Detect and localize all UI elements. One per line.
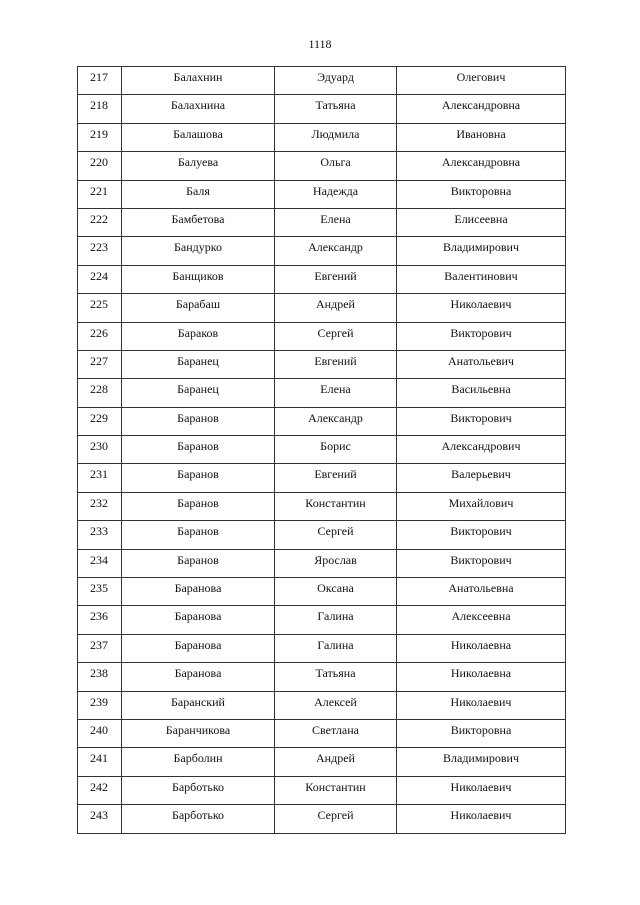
surname-cell-text: Баранец [177,353,219,368]
row-number-cell [78,634,122,662]
row-number-cell [78,237,122,265]
surname-cell-text: Баранов [177,439,219,454]
surname-cell-text: Баранов [177,552,219,567]
patronymic-cell [397,663,566,691]
first-name-cell-text: Константин [305,495,366,510]
first-name-cell-text: Андрей [316,751,355,766]
row-number-cell [78,606,122,634]
patronymic-cell-text: Викторович [450,410,512,425]
first-name-cell-text: Андрей [316,297,355,312]
table-row [78,805,566,833]
row-number-cell [78,208,122,236]
surname-cell-text: Балуева [177,155,219,170]
first-name-cell [275,123,397,151]
table-row [78,776,566,804]
row-number-cell-text: 229 [90,410,108,425]
first-name-cell [275,322,397,350]
row-number-cell [78,805,122,833]
table-row [78,294,566,322]
patronymic-cell-text: Анатольевич [448,353,514,368]
first-name-cell [275,492,397,520]
row-number-cell [78,549,122,577]
first-name-cell [275,634,397,662]
patronymic-cell [397,776,566,804]
surname-cell-text: Барботько [171,779,225,794]
first-name-cell [275,606,397,634]
table-row [78,549,566,577]
row-number-cell [78,776,122,804]
row-number-cell-text: 235 [90,581,108,596]
first-name-cell-text: Алексей [314,694,357,709]
first-name-cell-text: Сергей [317,808,354,823]
patronymic-cell [397,691,566,719]
row-number-cell-text: 226 [90,325,108,340]
row-number-cell [78,663,122,691]
surname-cell [122,237,275,265]
patronymic-cell-text: Николаевич [450,808,512,823]
row-number-cell [78,180,122,208]
first-name-cell [275,549,397,577]
row-number-cell-text: 219 [90,126,108,141]
table-row [78,180,566,208]
first-name-cell-text: Татьяна [315,98,356,113]
patronymic-cell-text: Васильевна [451,382,511,397]
surname-cell [122,549,275,577]
first-name-cell [275,379,397,407]
row-number-cell-text: 224 [90,268,108,283]
row-number-cell-text: 231 [90,467,108,482]
surname-cell [122,95,275,123]
first-name-cell [275,805,397,833]
patronymic-cell [397,719,566,747]
first-name-cell [275,663,397,691]
patronymic-cell [397,180,566,208]
row-number-cell-text: 237 [90,637,108,652]
patronymic-cell [397,606,566,634]
patronymic-cell-text: Алексеевна [451,609,511,624]
row-number-cell [78,578,122,606]
surname-cell [122,606,275,634]
row-number-cell [78,95,122,123]
surname-cell-text: Баля [186,183,210,198]
row-number-cell [78,265,122,293]
page-number: 1118 [308,37,332,51]
patronymic-cell [397,95,566,123]
patronymic-cell-text: Владимирович [443,751,519,766]
row-number-cell [78,350,122,378]
row-number-cell [78,748,122,776]
patronymic-cell [397,152,566,180]
patronymic-cell [397,123,566,151]
row-number-cell-text: 223 [90,240,108,255]
first-name-cell-text: Надежда [312,183,359,198]
patronymic-cell [397,237,566,265]
roster-table [77,66,566,834]
first-name-cell-text: Александр [308,410,363,425]
patronymic-cell [397,492,566,520]
patronymic-cell-text: Викторович [450,552,512,567]
first-name-cell-text: Евгений [314,467,357,482]
patronymic-cell [397,265,566,293]
row-number-cell [78,521,122,549]
surname-cell-text: Балашова [173,126,223,141]
surname-cell [122,123,275,151]
surname-cell [122,464,275,492]
first-name-cell [275,208,397,236]
patronymic-cell [397,436,566,464]
first-name-cell [275,776,397,804]
patronymic-cell-text: Валентинович [444,268,518,283]
table-row [78,407,566,435]
surname-cell-text: Барботько [171,808,225,823]
table-row [78,265,566,293]
surname-cell-text: Баранова [174,666,222,681]
row-number-cell [78,436,122,464]
surname-cell-text: Бандурко [174,240,222,255]
table-row [78,123,566,151]
surname-cell-text: Барболин [173,751,223,766]
patronymic-cell-text: Николаевич [450,779,512,794]
surname-cell-text: Баранов [177,524,219,539]
patronymic-cell-text: Ивановна [456,126,506,141]
first-name-cell-text: Сергей [317,325,354,340]
first-name-cell [275,521,397,549]
patronymic-cell [397,322,566,350]
patronymic-cell [397,805,566,833]
first-name-cell-text: Александр [308,240,363,255]
table-row [78,691,566,719]
roster-table-body [78,67,566,834]
first-name-cell [275,180,397,208]
first-name-cell [275,407,397,435]
patronymic-cell-text: Викторович [450,325,512,340]
surname-cell-text: Баранский [171,694,225,709]
surname-cell-text: Бараков [177,325,219,340]
surname-cell [122,805,275,833]
row-number-cell-text: 238 [90,666,108,681]
patronymic-cell [397,549,566,577]
table-row [78,237,566,265]
surname-cell [122,578,275,606]
patronymic-cell [397,464,566,492]
first-name-cell-text: Константин [305,779,366,794]
surname-cell-text: Банщиков [172,268,224,283]
first-name-cell [275,748,397,776]
patronymic-cell-text: Викторовна [450,722,512,737]
row-number-cell-text: 242 [90,779,108,794]
surname-cell-text: Баранов [177,467,219,482]
patronymic-cell [397,521,566,549]
patronymic-cell-text: Александровна [441,155,521,170]
first-name-cell [275,436,397,464]
surname-cell [122,776,275,804]
patronymic-cell [397,294,566,322]
row-number-cell-text: 220 [90,155,108,170]
surname-cell [122,436,275,464]
table-row [78,748,566,776]
row-number-cell-text: 240 [90,722,108,737]
surname-cell [122,719,275,747]
surname-cell-text: Бамбетова [171,211,225,226]
table-row [78,521,566,549]
row-number-cell-text: 241 [90,751,108,766]
row-number-cell-text: 233 [90,524,108,539]
first-name-cell-text: Галина [317,637,354,652]
first-name-cell-text: Евгений [314,268,357,283]
patronymic-cell [397,634,566,662]
row-number-cell [78,464,122,492]
row-number-cell-text: 232 [90,495,108,510]
patronymic-cell-text: Викторович [450,524,512,539]
first-name-cell-text: Елена [320,211,351,226]
table-row [78,322,566,350]
first-name-cell [275,265,397,293]
surname-cell-text: Баранов [177,495,219,510]
first-name-cell-text: Ярослав [314,552,357,567]
table-row [78,719,566,747]
table-row [78,634,566,662]
row-number-cell-text: 228 [90,382,108,397]
patronymic-cell-text: Александрович [441,439,521,454]
table-row [78,492,566,520]
surname-cell-text: Баранов [177,410,219,425]
row-number-cell [78,691,122,719]
table-row [78,436,566,464]
surname-cell-text: Балахнин [173,70,223,84]
table-row [78,95,566,123]
row-number-cell [78,379,122,407]
patronymic-cell-text: Николаевна [450,666,512,681]
table-row [78,578,566,606]
patronymic-cell-text: Николаевич [450,297,512,312]
row-number-cell [78,322,122,350]
row-number-cell [78,67,122,95]
table-row [78,208,566,236]
surname-cell [122,521,275,549]
table-row [78,152,566,180]
surname-cell [122,294,275,322]
row-number-cell-text: 225 [90,297,108,312]
surname-cell [122,634,275,662]
patronymic-cell [397,578,566,606]
patronymic-cell-text: Михайлович [448,495,514,510]
table-row [78,606,566,634]
first-name-cell-text: Оксана [317,581,354,596]
first-name-cell-text: Галина [317,609,354,624]
surname-cell [122,152,275,180]
patronymic-cell-text: Николаевна [450,637,512,652]
surname-cell [122,208,275,236]
first-name-cell-text: Борис [320,439,351,454]
surname-cell-text: Барабаш [175,297,221,312]
row-number-cell [78,407,122,435]
first-name-cell [275,691,397,719]
table-row [78,67,566,95]
surname-cell-text: Баранова [174,581,222,596]
surname-cell [122,663,275,691]
patronymic-cell [397,748,566,776]
surname-cell [122,322,275,350]
surname-cell-text: Баранова [174,637,222,652]
surname-cell [122,379,275,407]
row-number-cell-text: 227 [90,353,108,368]
patronymic-cell-text: Александровна [441,98,521,113]
first-name-cell-text: Елена [320,382,351,397]
surname-cell [122,350,275,378]
first-name-cell [275,67,397,95]
row-number-cell-text: 236 [90,609,108,624]
table-row [78,379,566,407]
first-name-cell [275,719,397,747]
row-number-cell [78,492,122,520]
first-name-cell [275,464,397,492]
row-number-cell-text: 222 [90,211,108,226]
patronymic-cell-text: Николаевич [450,694,512,709]
first-name-cell-text: Татьяна [315,666,356,681]
surname-cell [122,691,275,719]
row-number-cell-text: 217 [90,70,108,84]
surname-cell [122,265,275,293]
first-name-cell-text: Эдуард [317,70,354,84]
table-row [78,663,566,691]
row-number-cell [78,152,122,180]
row-number-cell [78,719,122,747]
first-name-cell [275,294,397,322]
first-name-cell-text: Ольга [320,155,351,170]
surname-cell [122,180,275,208]
patronymic-cell [397,407,566,435]
row-number-cell-text: 230 [90,439,108,454]
patronymic-cell-text: Валерьевич [451,467,511,482]
first-name-cell [275,95,397,123]
first-name-cell-text: Светлана [312,722,359,737]
row-number-cell-text: 218 [90,98,108,113]
patronymic-cell [397,350,566,378]
row-number-cell-text: 243 [90,808,108,823]
surname-cell-text: Баранова [174,609,222,624]
first-name-cell-text: Евгений [314,353,357,368]
row-number-cell-text: 239 [90,694,108,709]
first-name-cell [275,152,397,180]
row-number-cell [78,294,122,322]
patronymic-cell [397,379,566,407]
surname-cell-text: Баранчикова [165,722,231,737]
surname-cell [122,407,275,435]
patronymic-cell-text: Олегович [456,70,506,84]
patronymic-cell [397,67,566,95]
surname-cell-text: Баранец [177,382,219,397]
table-row [78,464,566,492]
patronymic-cell-text: Викторовна [450,183,512,198]
first-name-cell-text: Людмила [311,126,360,141]
row-number-cell [78,123,122,151]
row-number-cell-text: 221 [90,183,108,198]
surname-cell [122,748,275,776]
first-name-cell [275,578,397,606]
patronymic-cell-text: Елисеевна [454,211,508,226]
first-name-cell [275,237,397,265]
patronymic-cell-text: Владимирович [443,240,519,255]
patronymic-cell-text: Анатольевна [448,581,514,596]
first-name-cell [275,350,397,378]
surname-cell-text: Балахнина [170,98,226,113]
patronymic-cell [397,208,566,236]
surname-cell [122,67,275,95]
row-number-cell-text: 234 [90,552,108,567]
first-name-cell-text: Сергей [317,524,354,539]
surname-cell [122,492,275,520]
table-row [78,350,566,378]
